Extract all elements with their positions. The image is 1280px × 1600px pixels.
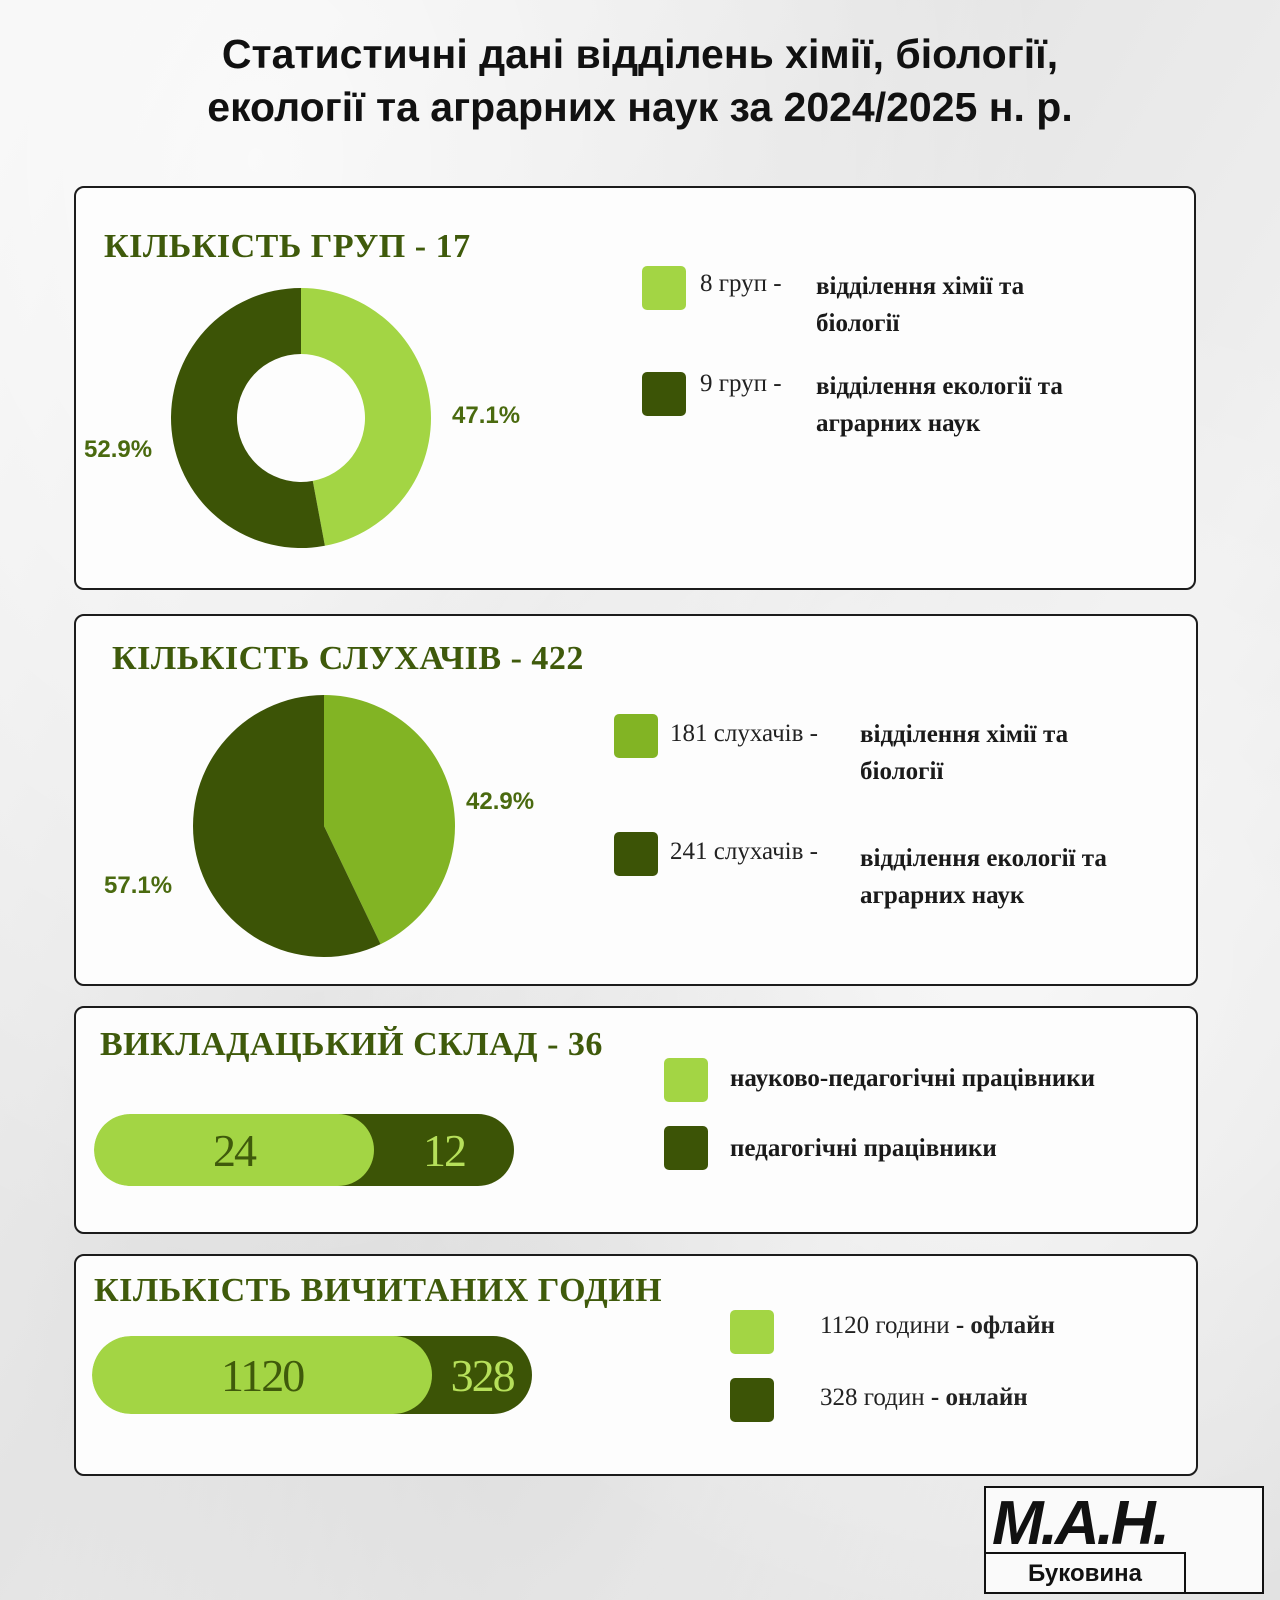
- hours-bar-segment-online: 328: [388, 1336, 532, 1414]
- legend-hours-online: [820, 1384, 1028, 1412]
- legend-name-line: біології: [816, 310, 900, 337]
- students-card: [74, 614, 1198, 986]
- groups-pct-label-eco-agro: 52.9%: [84, 436, 153, 463]
- legend-hours-offline-mode: - офлайн: [949, 1312, 1055, 1339]
- groups-donut-chart: [151, 268, 451, 568]
- groups-pct-label-chem-bio: 47.1%: [452, 402, 521, 429]
- legend-count-students-eco-agro: 241 слухачів -: [670, 838, 818, 865]
- staff-card: [74, 1006, 1198, 1234]
- legend-swatch-eco-agro: [642, 372, 686, 416]
- legend-hours-online-count: 328 годин: [820, 1384, 925, 1411]
- legend-name-line: біології: [860, 758, 944, 785]
- man-bukovyna-logo: [984, 1486, 1264, 1594]
- legend-swatch-offline: [730, 1310, 774, 1354]
- staff-bar-segment-teaching: 12: [332, 1114, 514, 1186]
- groups-card: [74, 186, 1196, 590]
- legend-hours-online-mode: - онлайн: [924, 1384, 1028, 1411]
- legend-name-line: відділення хімії та: [860, 721, 1069, 748]
- legend-swatch-teaching: [664, 1126, 708, 1170]
- logo-mark-text: М.А.Н.: [992, 1489, 1167, 1554]
- hours-heading: КІЛЬКІСТЬ ВИЧИТАНИХ ГОДИН: [94, 1272, 663, 1309]
- legend-name-line: аграрних наук: [816, 410, 981, 437]
- staff-heading: ВИКЛАДАЦЬКИЙ СКЛАД - 36: [100, 1026, 603, 1063]
- hours-stacked-bar: [92, 1336, 532, 1414]
- legend-name-students-chem-bio: [860, 716, 1068, 790]
- legend-name-groups-eco-agro: [816, 368, 1063, 442]
- staff-bar-segment-research-teaching: 24: [94, 1114, 374, 1186]
- page-title-line-1: Статистичні дані відділень хімії, біології,: [221, 31, 1059, 77]
- staff-stacked-bar: [94, 1114, 514, 1186]
- students-pie-chart: [184, 686, 464, 966]
- legend-swatch-research-teaching: [664, 1058, 708, 1102]
- legend-name-line: аграрних наук: [860, 882, 1025, 909]
- logo-subtitle: Буковина: [986, 1552, 1186, 1594]
- legend-name-teaching: педагогічні працівники: [730, 1135, 997, 1162]
- page-title-line-2: екології та аграрних наук за 2024/2025 н. р.: [207, 84, 1073, 130]
- legend-name-research-teaching: науково-педагогічні працівники: [730, 1065, 1096, 1092]
- legend-swatch-eco-agro: [614, 832, 658, 876]
- groups-heading: КІЛЬКІСТЬ ГРУП - 17: [104, 228, 471, 265]
- man-logo-mark: [986, 1488, 1262, 1554]
- legend-name-groups-chem-bio: [816, 268, 1024, 342]
- legend-name-line: відділення екології та: [816, 373, 1063, 400]
- page-title: [60, 28, 1220, 134]
- legend-hours-offline-count: 1120 години: [820, 1312, 950, 1339]
- legend-name-students-eco-agro: [860, 840, 1107, 914]
- legend-swatch-chem-bio: [642, 266, 686, 310]
- hours-card: [74, 1254, 1198, 1476]
- legend-count-groups-eco-agro: 9 груп -: [700, 370, 782, 397]
- students-heading: КІЛЬКІСТЬ СЛУХАЧІВ - 422: [112, 640, 584, 677]
- legend-name-line: відділення екології та: [860, 845, 1107, 872]
- groups-slice-chem-bio: [301, 288, 431, 546]
- hours-bar-segment-offline: 1120: [92, 1336, 432, 1414]
- legend-swatch-chem-bio: [614, 714, 658, 758]
- students-pct-label-eco-agro: 57.1%: [104, 872, 173, 899]
- legend-swatch-online: [730, 1378, 774, 1422]
- students-pct-label-chem-bio: 42.9%: [466, 788, 535, 815]
- legend-hours-offline: [820, 1312, 1055, 1340]
- legend-count-students-chem-bio: 181 слухачів -: [670, 720, 818, 747]
- legend-name-line: відділення хімії та: [816, 273, 1025, 300]
- legend-count-groups-chem-bio: 8 груп -: [700, 270, 782, 297]
